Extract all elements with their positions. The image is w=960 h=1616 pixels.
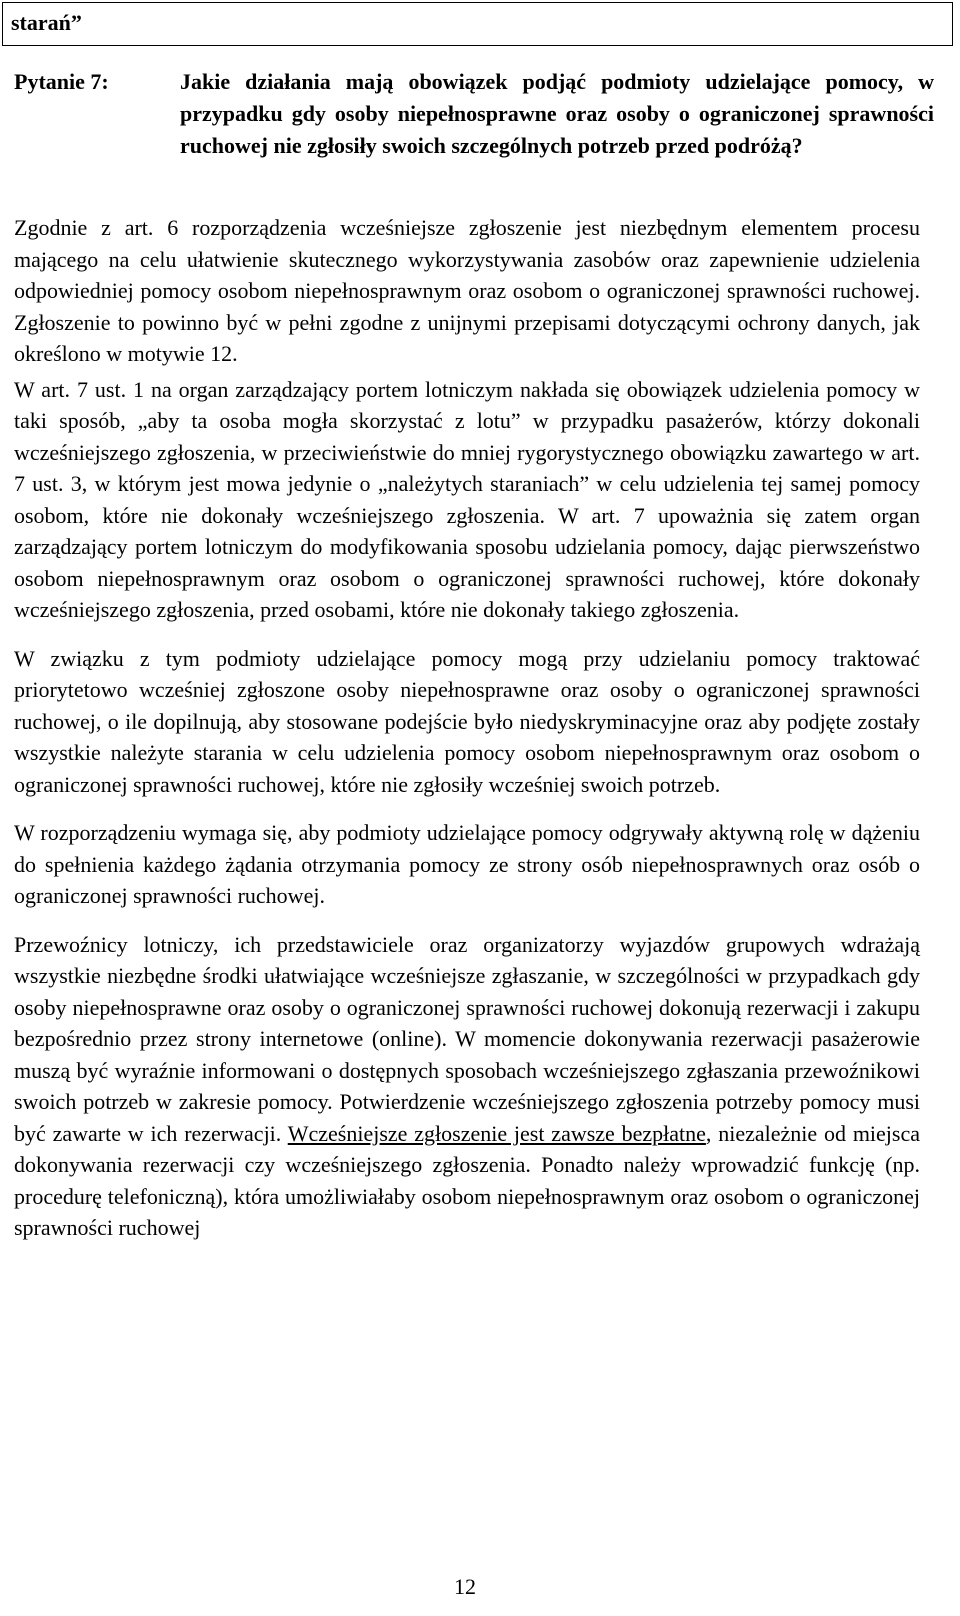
underlined-statement: Wcześniejsze zgłoszenie jest zawsze bezpłatne [287,1120,706,1146]
question-text: Jakie działania mają obowiązek podjąć podmioty udzielające pomocy, w przypadku gdy osoby niepełnosprawne oraz osoby o ograniczonej sprawności ruchowej nie zgłosiły swoich szczególnych potrzeb przed podróżą? [180,69,934,158]
paragraph-2: W art. 7 ust. 1 na organ zarządzający portem lotniczym nakłada się obowiązek udzielenia pomocy w taki sposób, „aby ta osoba mogła skorzystać z lotu” w przypadku pasażerów, którzy dokonali wcześniejszego zgłoszenia, w przeciwieństwie do mniej rygorystycznego obowiązku zawartego w art. 7 ust. 3, w którym jest mowa jedynie o „należytych staraniach” w celu udzielenia tej samej pomocy osobom, które nie dokonały wcześniejszego zgłoszenia. W art. 7 upoważnia się zatem organ zarządzający portem lotniczym do modyfikowania sposobu udzielania pomocy, dając pierwszeństwo osobom niepełnosprawnym oraz osobom o ograniczonej sprawności ruchowej, które dokonały wcześniejszego zgłoszenia, przed osobami, które nie dokonały takiego zgłoszenia. [14,376,920,622]
answer-body [14,212,920,1244]
paragraph-3: W związku z tym podmioty udzielające pomocy mogą przy udzielaniu pomocy traktować priorytetowo wcześniej zgłoszone osoby niepełnosprawne oraz osoby o ograniczonej sprawności ruchowej, o ile dopilnują, aby stosowane podejście było niedyskryminacyjne oraz aby podjęte zostały wszystkie należyte starania w celu udzielenia pomocy osobom niepełnosprawnym oraz osobom o ograniczonej sprawności ruchowej, które nie zgłosiły wcześniej swoich potrzeb. [14,645,920,797]
paragraph-4: W rozporządzeniu wymaga się, aby podmioty udzielające pomocy odgrywały aktywną rolę w dążeniu do spełnienia każdego żądania otrzymania pomocy ze strony osób niepełnosprawnych oraz osób o ograniczonej sprawności ruchowej. [14,820,920,908]
continuation-text: starań” [11,10,82,35]
page-number: 12 [454,1574,476,1599]
question-label: Pytanie 7: [14,69,109,94]
paragraph-5-text-start: Przewoźnicy lotniczy, ich przedstawiciele oraz organizatorzy wyjazdów grupowych wdrażają wszystkie niezbędne środki ułatwiające wcześniejsze zgłaszanie, w szczególności w przypadkach gdy osoby niepełnosprawne oraz osoby o ograniczonej sprawności ruchowej dokonują rezerwacji i zakupu bezpośrednio przez strony internetowe (online). W momencie dokonywania rezerwacji pasażerowie muszą być wyraźnie informowani o dostępnych sposobach wcześniejszego zgłaszania przewoźnikowi swoich potrzeb w zakresie pomocy. Potwierdzenie wcześniejszego zgłoszenia potrzeby pomocy musi być zawarte w ich rezerwacji. [14,931,920,1146]
continuation-box [2,2,953,46]
paragraph-5-text-end: , niezależnie od miejsca dokonywania rezerwacji czy wcześniejszego zgłoszenia. Ponadto należy wprowadzić funkcję (np. procedurę telefoniczną), która umożliwiałaby osobom niepełnosprawnym oraz osobom o ograniczonej sprawności ruchowej [14,1120,921,1240]
paragraph-1: Zgodnie z art. 6 rozporządzenia wcześniejsze zgłoszenie jest niezbędnym elementem procesu mającego na celu ułatwienie skutecznego wykorzystywania zasobów oraz zapewnienie udzielenia odpowiedniej pomocy osobom niepełnosprawnym oraz osobom o ograniczonej sprawności ruchowej. Zgłoszenie to powinno być w pełni zgodne z unijnymi przepisami dotyczącymi ochrony danych, jak określono w motywie 12. [14,215,920,366]
paragraph-5 [14,929,920,1244]
